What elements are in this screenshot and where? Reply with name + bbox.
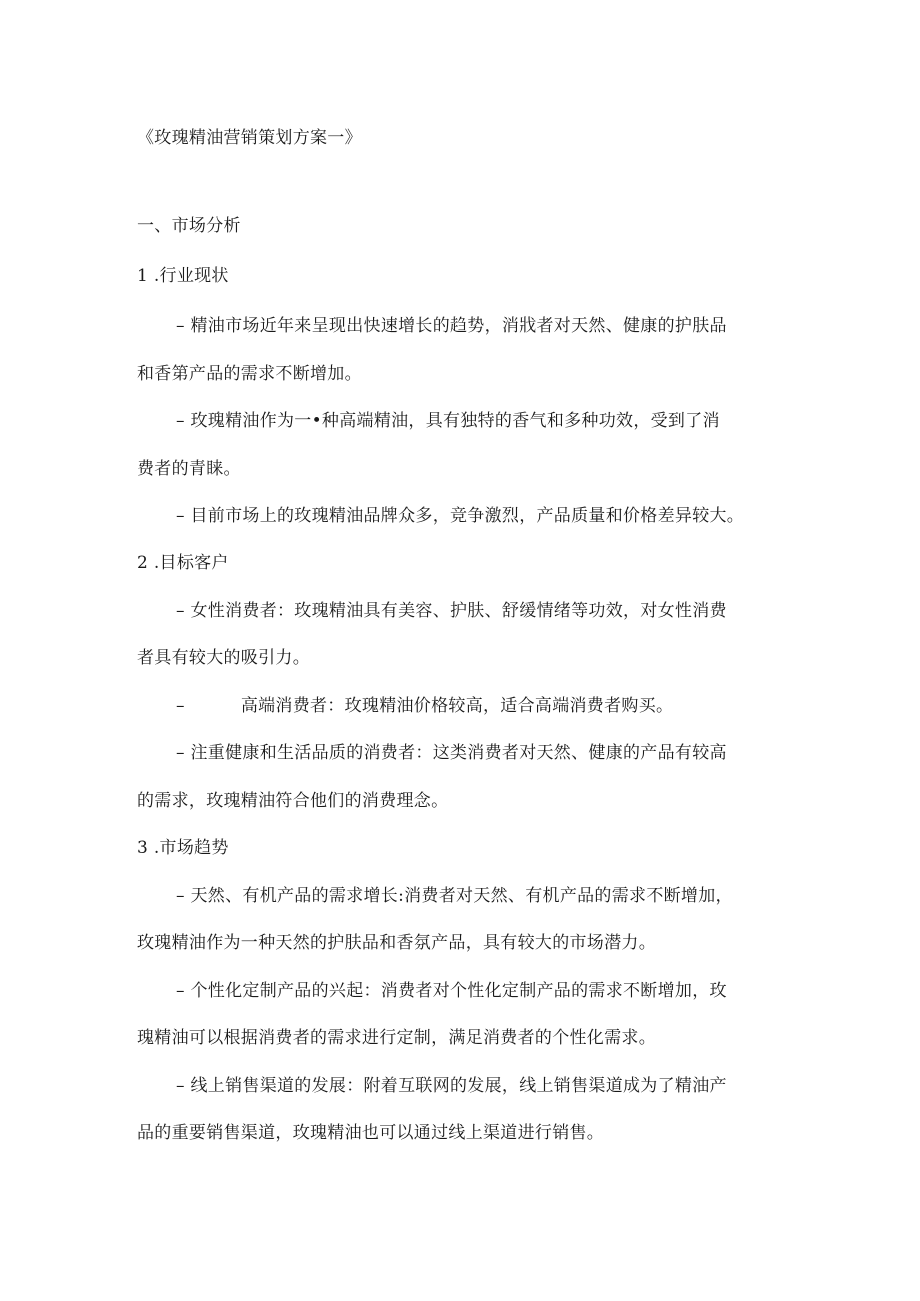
paragraph-line: 瑰精油可以根据消费者的需求进行定制，满足消费者的个性化需求。: [137, 1028, 656, 1048]
paragraph-line: 费者的青睐。: [137, 459, 241, 479]
paragraph-line: – 线上销售渠道的发展：附着互联网的发展，线上销售渠道成为了精油产: [176, 1076, 727, 1096]
subsection-heading-market-trends: 3 .市场趋势: [137, 838, 229, 858]
list-dash: –: [176, 696, 185, 716]
paragraph-line: 和香第产品的需求不断增加。: [137, 364, 362, 384]
subsection-heading-target-customers: 2 .目标客户: [137, 553, 229, 573]
paragraph-line: – 注重健康和生活品质的消费者：这类消费者对天然、健康的产品有较高: [176, 743, 727, 763]
paragraph-line: 者具有较大的吸引力。: [137, 648, 310, 668]
paragraph-line: – 个性化定制产品的兴起：消费者对个性化定制产品的需求不断增加，玫: [176, 981, 727, 1001]
subsection-heading-industry-status: 1 .行业现状: [137, 266, 229, 286]
paragraph-line: 的需求，玫瑰精油符合他们的消费理念。: [137, 791, 449, 811]
paragraph-line: [176, 696, 673, 716]
list-item-text: 高端消费者：玫瑰精油价格较高，适合高端消费者购买。: [240, 696, 674, 716]
section-heading-market-analysis: 一、市场分析: [137, 216, 241, 236]
paragraph-line: – 女性消费者：玫瑰精油具有美容、护肤、舒缓情绪等功效，对女性消费: [176, 601, 727, 621]
paragraph-line: 玫瑰精油作为一种天然的护肤品和香氛产品，具有较大的市场潜力。: [137, 933, 656, 953]
paragraph-line: – 精油市场近年来呈现出快速增长的趋势，消戕者对天然、健康的护肤品: [176, 316, 727, 336]
paragraph-line: 品的重要销售渠道，玫瑰精油也可以通过线上渠道进行销售。: [137, 1123, 605, 1143]
paragraph-line: – 玫瑰精油作为一•种高端精油，具有独特的香气和多种功效，受到了消: [176, 411, 720, 431]
paragraph-line: – 天然、有机产品的需求增长:消费者对天然、有机产品的需求不断增加，: [176, 886, 733, 906]
paragraph-line: – 目前市场上的玫瑰精油品牌众多，竞争激烈，产品质量和价格差异较大。: [176, 506, 745, 526]
document-title: 《玫瑰精油营销策划方案一》: [137, 128, 362, 148]
